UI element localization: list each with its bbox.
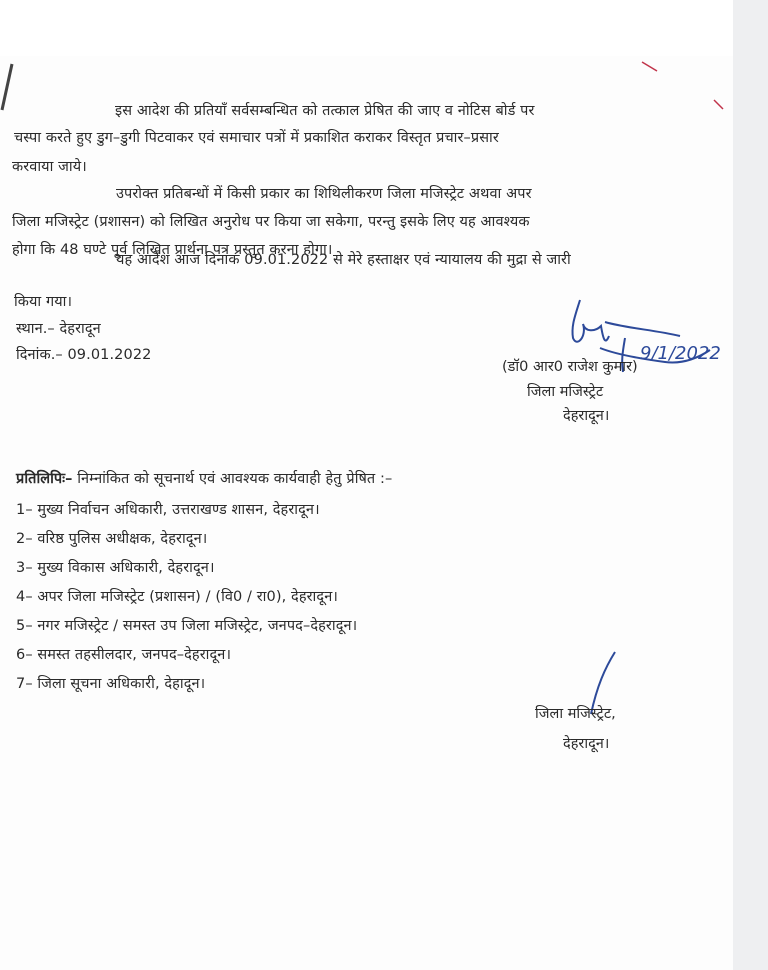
- signatory-name: (डॉ0 आर0 राजेश कुमार): [502, 359, 638, 375]
- order-text-line: चस्पा करते हुए डुग–डुगी पिटवाकर एवं समाचार पत्रों में प्रकाशित कराकर विस्तृत प्रचार–प्रसार: [14, 130, 499, 146]
- order-text-line: होगा कि 48 घण्टे पूर्व लिखित प्रार्थना पत्र प्रस्तुत करना होगा।: [12, 242, 333, 258]
- signature-date: 9/1/2022: [640, 343, 721, 364]
- red-tick-mark: [640, 60, 660, 74]
- copy-list-item: 4– अपर जिला मजिस्ट्रेट (प्रशासन) / (वि0 / रा0), देहरादून।: [16, 589, 338, 605]
- top-blank-area: [0, 0, 733, 56]
- footer-location: देहरादून।: [563, 736, 610, 752]
- viewer-side-strip: [733, 0, 768, 970]
- order-text-line: उपरोक्त प्रतिबन्धों में किसी प्रकार का शिथिलीकरण जिला मजिस्ट्रेट अथवा अपर: [116, 186, 532, 202]
- copy-heading-rest: निम्नांकित को सूचनार्थ एवं आवश्यक कार्यवाही हेतु प्रेषित :–: [77, 471, 393, 487]
- copy-list-item: 5– नगर मजिस्ट्रेट / समस्त उप जिला मजिस्ट्रेट, जनपद–देहरादून।: [16, 618, 358, 634]
- signatory-location: देहरादून।: [563, 408, 610, 424]
- copy-heading-line: [16, 470, 392, 488]
- scan-edge-mark: [0, 62, 14, 112]
- copy-list-item: 2– वरिष्ठ पुलिस अधीक्षक, देहरादून।: [16, 531, 208, 547]
- copy-heading: प्रतिलिपिः–: [16, 471, 73, 487]
- footer-designation: जिला मजिस्ट्रेट,: [535, 706, 616, 722]
- copy-list-item: 7– जिला सूचना अधिकारी, देहादून।: [16, 676, 206, 692]
- order-text-line: करवाया जाये।: [12, 159, 87, 175]
- order-text-line: इस आदेश की प्रतियाँ सर्वसम्बन्धित को तत्काल प्रेषित की जाए व नोटिस बोर्ड पर: [115, 103, 535, 119]
- order-text-line: किया गया।: [14, 294, 73, 310]
- date-line: दिनांक.– 09.01.2022: [16, 347, 152, 363]
- copy-list-item: 6– समस्त तहसीलदार, जनपद–देहरादून।: [16, 647, 232, 663]
- copy-list-item: 3– मुख्य विकास अधिकारी, देहरादून।: [16, 560, 215, 576]
- order-text-line: यह आदेश आज दिनाक 09.01.2022 से मेरे हस्ताक्षर एवं न्यायालय की मुद्रा से जारी: [116, 252, 571, 268]
- order-text-line: जिला मजिस्ट्रेट (प्रशासन) को लिखित अनुरोध पर किया जा सकेगा, परन्तु इसके लिए यह आवश्यक: [12, 214, 530, 230]
- signatory-designation: जिला मजिस्ट्रेट: [527, 384, 604, 400]
- place-line: स्थान.– देहरादून: [16, 321, 101, 337]
- copy-list-item: 1– मुख्य निर्वाचन अधिकारी, उत्तराखण्ड शासन, देहरादून।: [16, 502, 320, 518]
- red-tick-mark: [712, 98, 726, 112]
